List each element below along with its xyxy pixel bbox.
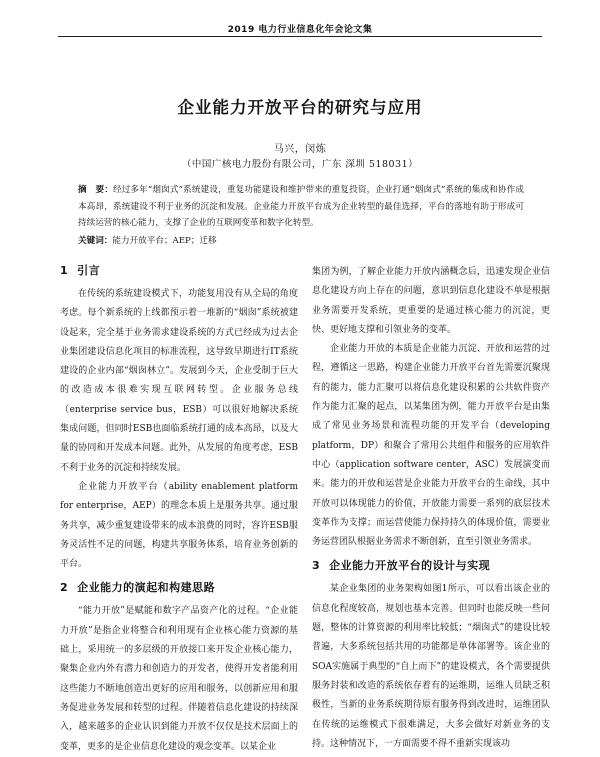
section-heading xyxy=(60,263,298,279)
header-rule xyxy=(58,36,542,37)
section-number: 1 xyxy=(60,264,69,277)
body-paragraph: “能力开放”是赋能和数字产品资产化的过程。“企业能力开放”是指企业将整合和利用现有企业核心能力资源的基础上，采用统一的多层级的开放接口来开发企业核心能力，聚集企业内外有潜力和创造力的开发者，使得开发者能利用这些能力不断地创造出更好的应用和服务，以创新应用和服务促进业务发展和转型的过程。伴随着信息化建设的持续深入，越来越多的企业认识到能力开放不仅仅是技术层面上的变革，更多的是企业信息化建设的观念变革。以某企业 xyxy=(60,606,298,752)
body-paragraph: 在传统的系统建设模式下，功能复用没有从全局的角度考虑。每个新系统的上线都预示着一堆新的“烟囱”系统被建设起来，完全基于业务需求建设系统的方式已经成为过去企业集团建设信息化项目的标准流程，这导致早期进行IT系统建设的企业内部“烟囱林立”。发展到今天，企业受制于巨大的改造成本很难实现互联网转型。企业服务总线（enterprise service bus，ESB）可以很好地解决系统集成问题，但同时ESB也面临系统打通的成本高昂，以及大量的协同和开发成本问题。此外，从发展的角度考虑，ESB不利于业务的沉淀和持续发展。 xyxy=(60,289,298,473)
body-paragraph: 企业能力开放平台（ability enablement platform for enterprise，AEP）的理念本质上是服务共享。通过服务共享，减少重复建设带来的成本浪费的同时，容许ESB服务灵活性不足的问题，构建共享服务体系，培育业务创新的平台。 xyxy=(60,481,298,570)
keywords-label: 关键词： xyxy=(78,236,113,246)
section-heading xyxy=(312,558,550,574)
abstract xyxy=(78,182,524,232)
keywords xyxy=(78,233,524,249)
section-title: 企业能力开放平台的设计与实现 xyxy=(329,559,491,573)
body-paragraph: 某企业集团的业务架构如图1所示，可以看出该企业的信息化程度较高，规划也基本完善。但同时也能反映一些问题，整体的计算资源的利用率比较低；“烟囱式”的建设比较普遍，大多系统包括共用的功能都是单体部署等。该企业的SOA实施属于典型的“自上而下”的建设模式，各个需要提供服务封装和改造的系统依存着有的运维期，运维人员缺乏积极性，当新的业务系统期待原有服务得到改进时，运维团队在传统的运维模式下很难满足，大多会做好对新业务的支持。这种情况下，一方面需要不得不重新实现该功 xyxy=(312,584,550,749)
abstract-text: 经过多年“烟囱式”系统建设，重复功能建设和维护带来的重复投资，企业打通“烟囱式”系统的集成和协作成本高昂，系统建设不利于业务的沉淀和发展。企业能力开放平台成为企业转型的最佳选择，平台的落地有助于形成可持续运营的核心能力，支撑了企业的互联网变革和数字化转型。 xyxy=(78,185,524,229)
section-title: 引言 xyxy=(77,264,101,277)
paper-title: 企业能力开放平台的研究与应用 xyxy=(177,98,423,117)
section-title: 企业能力的演起和构建思路 xyxy=(77,581,216,595)
paper-authors: 马兴，闵炼 xyxy=(273,144,327,155)
section-heading xyxy=(60,580,298,596)
paper-affiliation: （中国广核电力股份有限公司，广东 深圳 518031） xyxy=(181,159,419,170)
section-number: 2 xyxy=(60,581,69,595)
body-paragraph: 集团为例，了解企业能力开放内涵概念后，迅速发现企业信息化建设方向上存在的问题，意识到信息化建设不单是根据业务需要开发系统，更重要的是通过核心能力的沉淀，更快、更好地支撑和引领业务的变革。 xyxy=(312,267,550,335)
right-column xyxy=(312,263,550,754)
body-paragraph: 企业能力开放的本质是企业能力沉淀、开放和运营的过程，遵循这一思路，构建企业能力开放平台首先需要沉聚现有的能力，能力汇聚可以将信息化建设积累的公共软件资产作为能力汇聚的起点，以某集团为例，能力开放平台是由集成了常见业务场景和流程功能的开发平台（developing platform，DP）和聚合了常用公共组件和服务的应用软件中心（application software center，ASC）发展演变而来。能力的开放和运营是企业能力开放平台的生命线，其中开放可以体现能力的价值，开放能力需要一系列的底层技术变革作为支撑；而运营使能力保持持久的体现价值，需要业务运营团队根据业务需求不断创新，直至引领业务需求。 xyxy=(312,344,550,548)
section-number: 3 xyxy=(312,559,321,573)
abstract-label: 摘 要： xyxy=(78,185,113,195)
keywords-text: 能力开放平台；AEP；迁移 xyxy=(112,236,217,246)
running-header: 2019 电力行业信息化年会论文集 xyxy=(227,25,373,35)
left-column xyxy=(60,263,298,757)
